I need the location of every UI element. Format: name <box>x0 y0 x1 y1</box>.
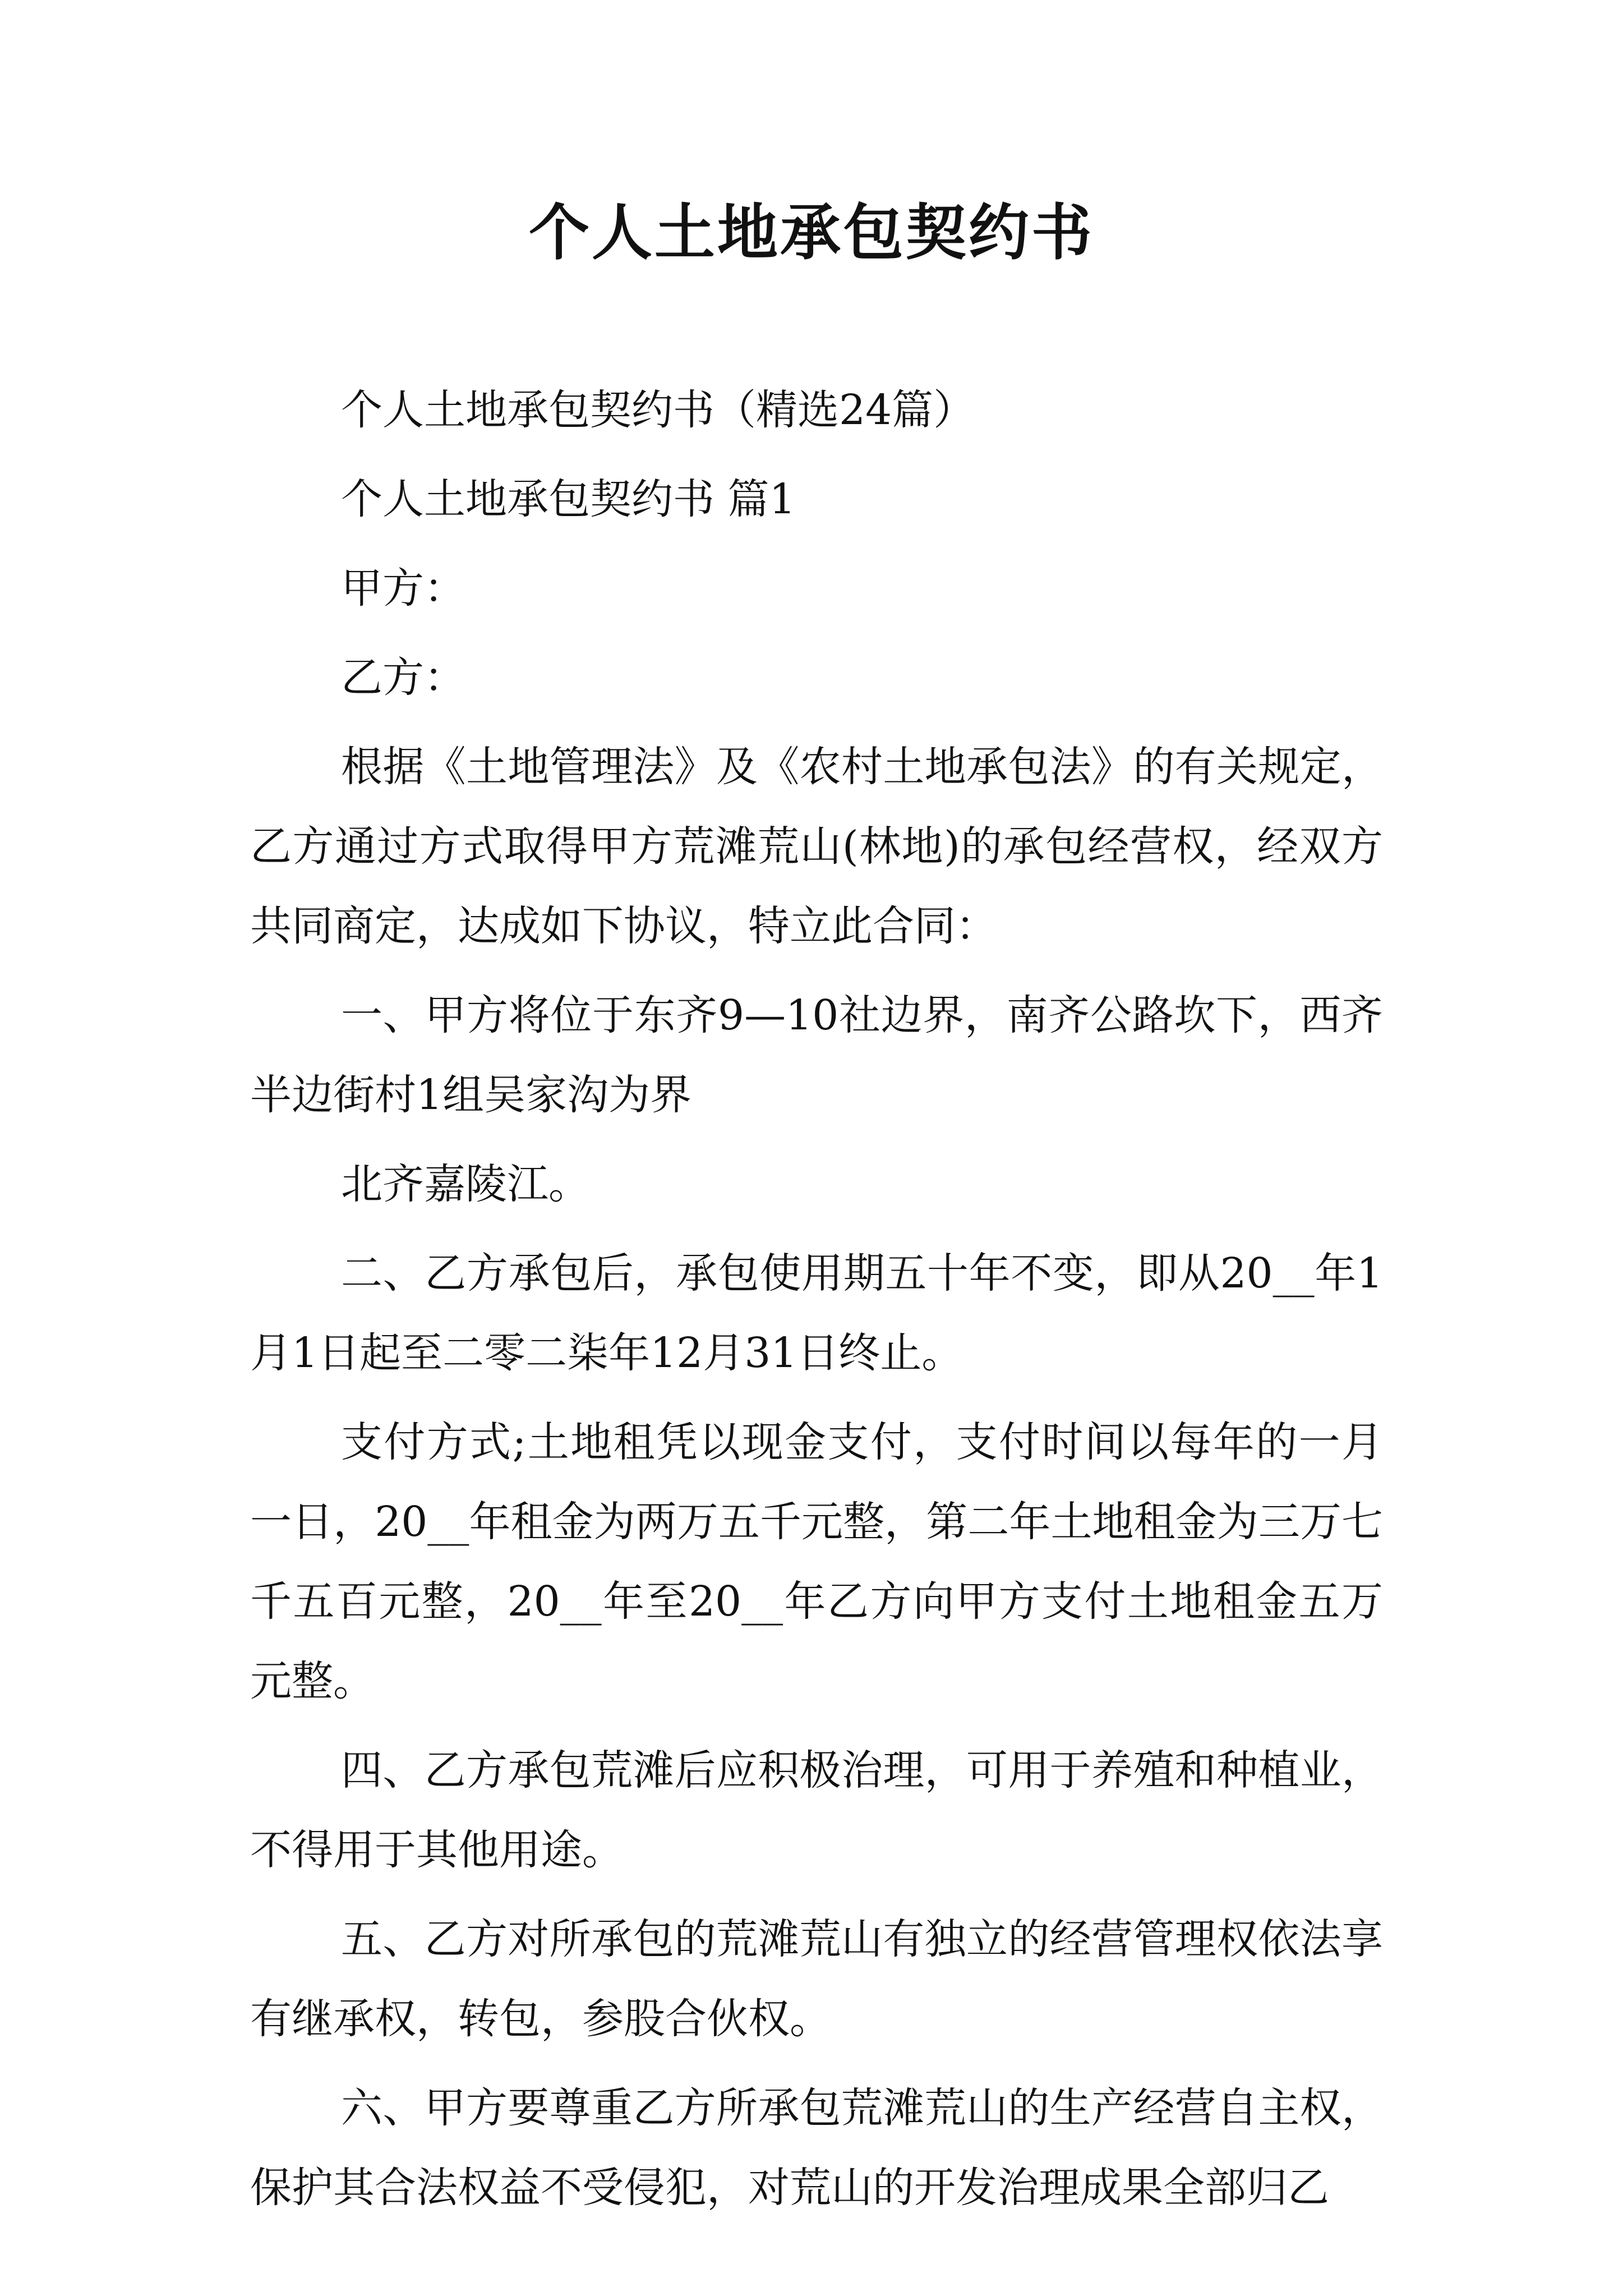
paragraph-subtitle: 个人土地承包契约书（精选24篇） <box>341 386 975 434</box>
paragraph-clause-1: 一、甲方将位于东齐9—10社边界，南齐公路坎下，西齐半边街村1组吴家沟为界 <box>250 991 1383 1119</box>
paragraph-preamble: 根据《土地管理法》及《农村土地承包法》的有关规定，乙方通过方式取得甲方荒滩荒山(林地)的承包经营权，经双方共同商定，达成如下协议，特立此合同： <box>250 743 1383 950</box>
paragraph-clause-6: 六、甲方要尊重乙方所承包荒滩荒山的生产经营自主权，保护其合法权益不受侵犯，对荒山的开发治理成果全部归乙 <box>250 2084 1383 2212</box>
document-body <box>250 370 1383 2237</box>
paragraph-party-a: 甲方： <box>341 564 465 613</box>
paragraph-party-b: 乙方： <box>341 654 465 702</box>
paragraph-clause-2: 二、乙方承包后，承包使用期五十年不变，即从20__年1月1日起至二零二柒年12月31日终止。 <box>250 1249 1383 1377</box>
paragraph-payment: 支付方式;土地租凭以现金支付，支付时间以每年的一月一日，20__年租金为两万五千元整，第二年土地租金为三万七千五百元整，20__年至20__年乙方向甲方支付土地租金五万元整。 <box>250 1418 1383 1705</box>
document-title: 个人土地承包契约书 <box>528 197 1094 268</box>
paragraph-section-heading: 个人土地承包契约书 篇1 <box>341 475 796 523</box>
paragraph-clause-4: 四、乙方承包荒滩后应积极治理，可用于养殖和种植业，不得用于其他用途。 <box>250 1746 1383 1874</box>
paragraph-clause-1-north: 北齐嘉陵江。 <box>341 1160 590 1208</box>
paragraph-clause-5: 五、乙方对所承包的荒滩荒山有独立的经营管理权依法享有继承权，转包，参股合伙权。 <box>250 1915 1383 2043</box>
